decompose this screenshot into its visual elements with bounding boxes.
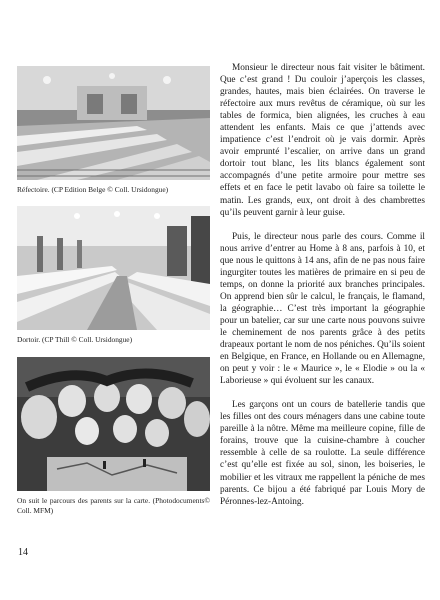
dortoir-photo: [17, 206, 210, 330]
paragraph-cours: Puis, le directeur nous parle des cours. Comme il nous arrive d’entrer au Home à 8 ans, parfois à 10, et que nous le quittons à 14 ans, afin de ne pas nous faire ingurgiter toutes les matières de primaire en si peu de temps, on donne la priorité aux branches principales. On apprend bien sûr le calcul, le français, le flamand, la géographie… C’est très important la géographie pour un batelier, car sur une carte nous pouvons suivre le cheminement de nos parents grâce à des petits drapeaux portant le nom de nos péniches. Qu’ils soient en Belgique, en France, en Hollande ou en Allemagne, on peut y voir : le « Maurice », le « Elodie » ou la « Laborieuse » qui évoluent sur les canaux.: [220, 231, 425, 387]
enfants-carte-caption: On suit le parcours des parents sur la carte. (Photodocuments© Coll. MFM): [17, 496, 210, 515]
enfants-carte-photo: [17, 357, 210, 491]
refectoire-caption: Réfectoire. (CP Edition Belge © Coll. Ursidongue): [17, 185, 169, 194]
refectoire-photo: [17, 66, 210, 180]
dortoir-caption: Dortoir. (CP Thill © Coll. Ursidongue): [17, 335, 133, 344]
paragraph-visite: Monsieur le directeur nous fait visiter le bâtiment. Que c’est grand ! Du couloir j’aperçois les classes, grandes, hautes, mais bien éclairées. On traverse le réfectoire aux murs revêtus de céramique, où sur les tables de formica, bien alignées, les cruches à eau attendent les enfants. Mais ce que j’attends avec impatience c’est l’endroit où je vais dormir. Après avoir emprunté l’escalier, on arrive dans un grand dortoir tout blanc, les lits blancs également sont accompagnés d’une petite armoire pour mettre ses effets et en face le petit lavabo où faire sa toilette le matin. Les grands, eux, ont droit à des chambrettes qu’ils peuvent garnir à leur guise.: [220, 63, 425, 218]
page-number: 14: [18, 547, 28, 558]
paragraph-batellerie: Les garçons ont un cours de batellerie tandis que les filles ont des cours ménagers dans une cabine toute pareille à la nôtre. Même ma meilleure copine, fille de forains, trouve que la cuisine-chambre à coucher ressemble à celle de sa roulotte. La seule différence c’est qu’elle est fixée au sol, sinon, les boiseries, le mobilier et les vitraux me rappellent la péniche de mes parents. Ce bijou a été fabriqué par Louis Mory de Péronnes-lez-Antoing.: [220, 400, 425, 507]
article-text: [220, 62, 425, 508]
